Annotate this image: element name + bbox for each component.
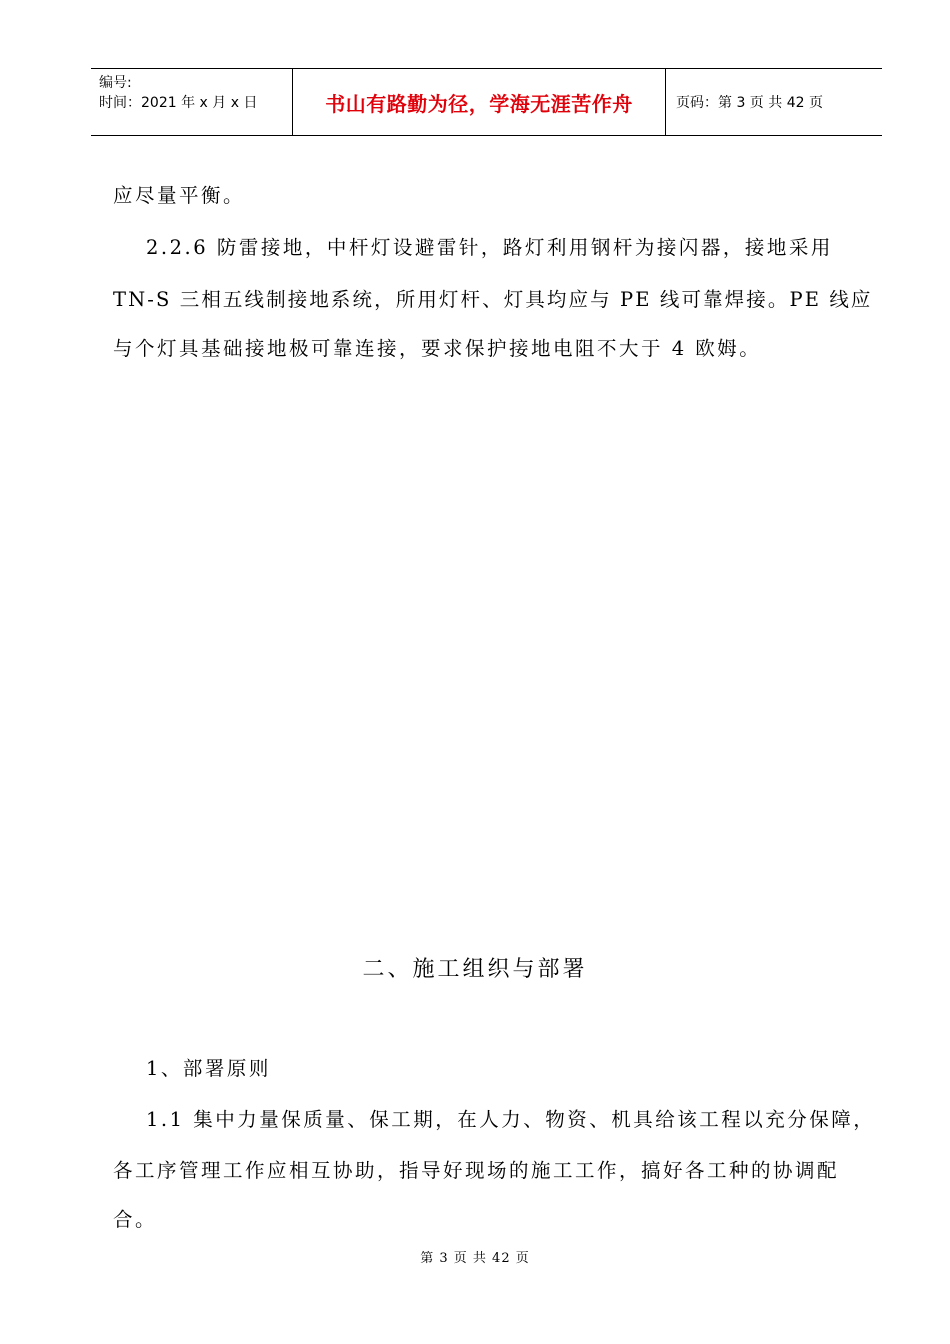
header-page-info: 页码：第 3 页 共 42 页 — [676, 95, 823, 111]
paragraph-line: 应尽量平衡。 — [113, 184, 246, 207]
section-heading: 1、部署原则 — [146, 1057, 271, 1080]
document-time-label: 时间：2021 年 x 月 x 日 — [99, 95, 258, 111]
paragraph-line: 各工序管理工作应相互协助，指导好现场的施工工作，搞好各工种的协调配 — [113, 1159, 840, 1182]
header-meta-cell — [91, 69, 293, 135]
document-number-label: 编号: — [99, 75, 132, 91]
paragraph-line: 合。 — [113, 1208, 158, 1231]
header-motto: 书山有路勤为径，学海无涯苦作舟 — [293, 69, 666, 135]
page-header — [91, 68, 882, 136]
paragraph-line: TN-S 三相五线制接地系统，所用灯杆、灯具均应与 PE 线可靠焊接。PE 线应 — [113, 288, 873, 311]
section-title: 二、施工组织与部署 — [362, 957, 588, 982]
paragraph-line: 与个灯具基础接地极可靠连接，要求保护接地电阻不大于 4 欧姆。 — [113, 337, 762, 360]
page-footer: 第 3 页 共 42 页 — [420, 1251, 530, 1266]
paragraph-line: 1.1 集中力量保质量、保工期，在人力、物资、机具给该工程以充分保障， — [146, 1108, 876, 1131]
paragraph-line: 2.2.6 防雷接地，中杆灯设避雷针，路灯利用钢杆为接闪器，接地采用 — [146, 236, 833, 259]
